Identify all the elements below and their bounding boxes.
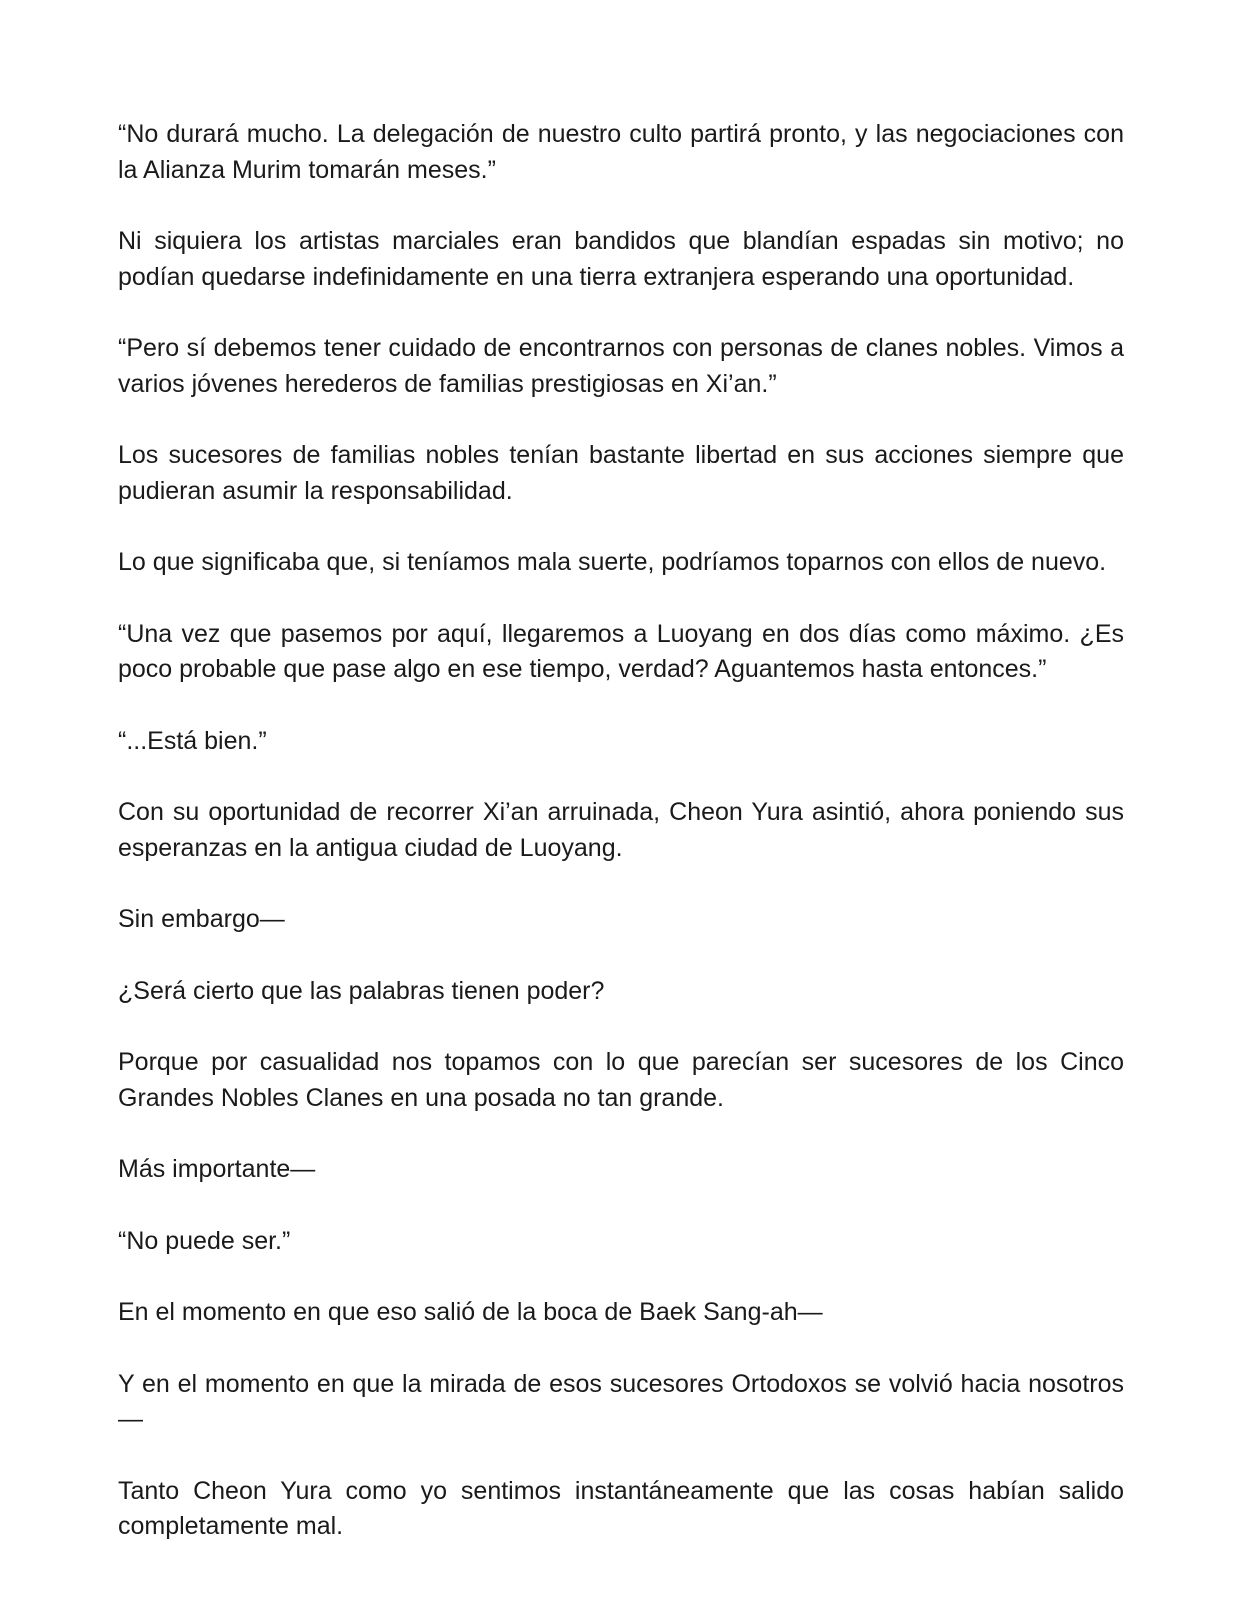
paragraph: Con su oportunidad de recorrer Xi’an arruinada, Cheon Yura asintió, ahora poniendo sus esperanzas en la antigua ciudad de Luoyang. bbox=[118, 798, 1124, 862]
paragraph: Ni siquiera los artistas marciales eran bandidos que blandían espadas sin motivo; no podían quedarse indefinidamente en una tierra extranjera esperando una oportunidad. bbox=[118, 227, 1124, 291]
paragraph: Porque por casualidad nos topamos con lo que parecían ser sucesores de los Cinco Grandes Nobles Clanes en una posada no tan grande. bbox=[118, 1048, 1124, 1112]
paragraph: Lo que significaba que, si teníamos mala suerte, podríamos toparnos con ellos de nuevo. bbox=[118, 548, 1107, 576]
paragraph: Tanto Cheon Yura como yo sentimos instantáneamente que las cosas habían salido completamente mal. bbox=[118, 1476, 1124, 1540]
paragraph: Y en el momento en que la mirada de esos sucesores Ortodoxos se volvió hacia nosotros— bbox=[118, 1369, 1124, 1433]
paragraph: “Pero sí debemos tener cuidado de encontrarnos con personas de clanes nobles. Vimos a varios jóvenes herederos de familias prestigiosas en Xi’an.” bbox=[118, 334, 1124, 398]
document-body bbox=[118, 117, 1124, 1545]
paragraph: “Una vez que pasemos por aquí, llegaremos a Luoyang en dos días como máximo. ¿Es poco probable que pase algo en ese tiempo, verdad? Aguantemos hasta entonces.” bbox=[118, 619, 1124, 683]
paragraph: “No durará mucho. La delegación de nuestro culto partirá pronto, y las negociaciones con la Alianza Murim tomarán meses.” bbox=[118, 120, 1124, 184]
paragraph: Sin embargo— bbox=[118, 905, 285, 933]
paragraph: Los sucesores de familias nobles tenían bastante libertad en sus acciones siempre que pudieran asumir la responsabilidad. bbox=[118, 441, 1124, 505]
paragraph: En el momento en que eso salió de la boca de Baek Sang-ah— bbox=[118, 1298, 823, 1326]
paragraph: “...Está bien.” bbox=[118, 726, 267, 755]
paragraph: Más importante— bbox=[118, 1155, 316, 1183]
paragraph: “No puede ser.” bbox=[118, 1226, 291, 1255]
paragraph: ¿Será cierto que las palabras tienen poder? bbox=[118, 976, 605, 1005]
